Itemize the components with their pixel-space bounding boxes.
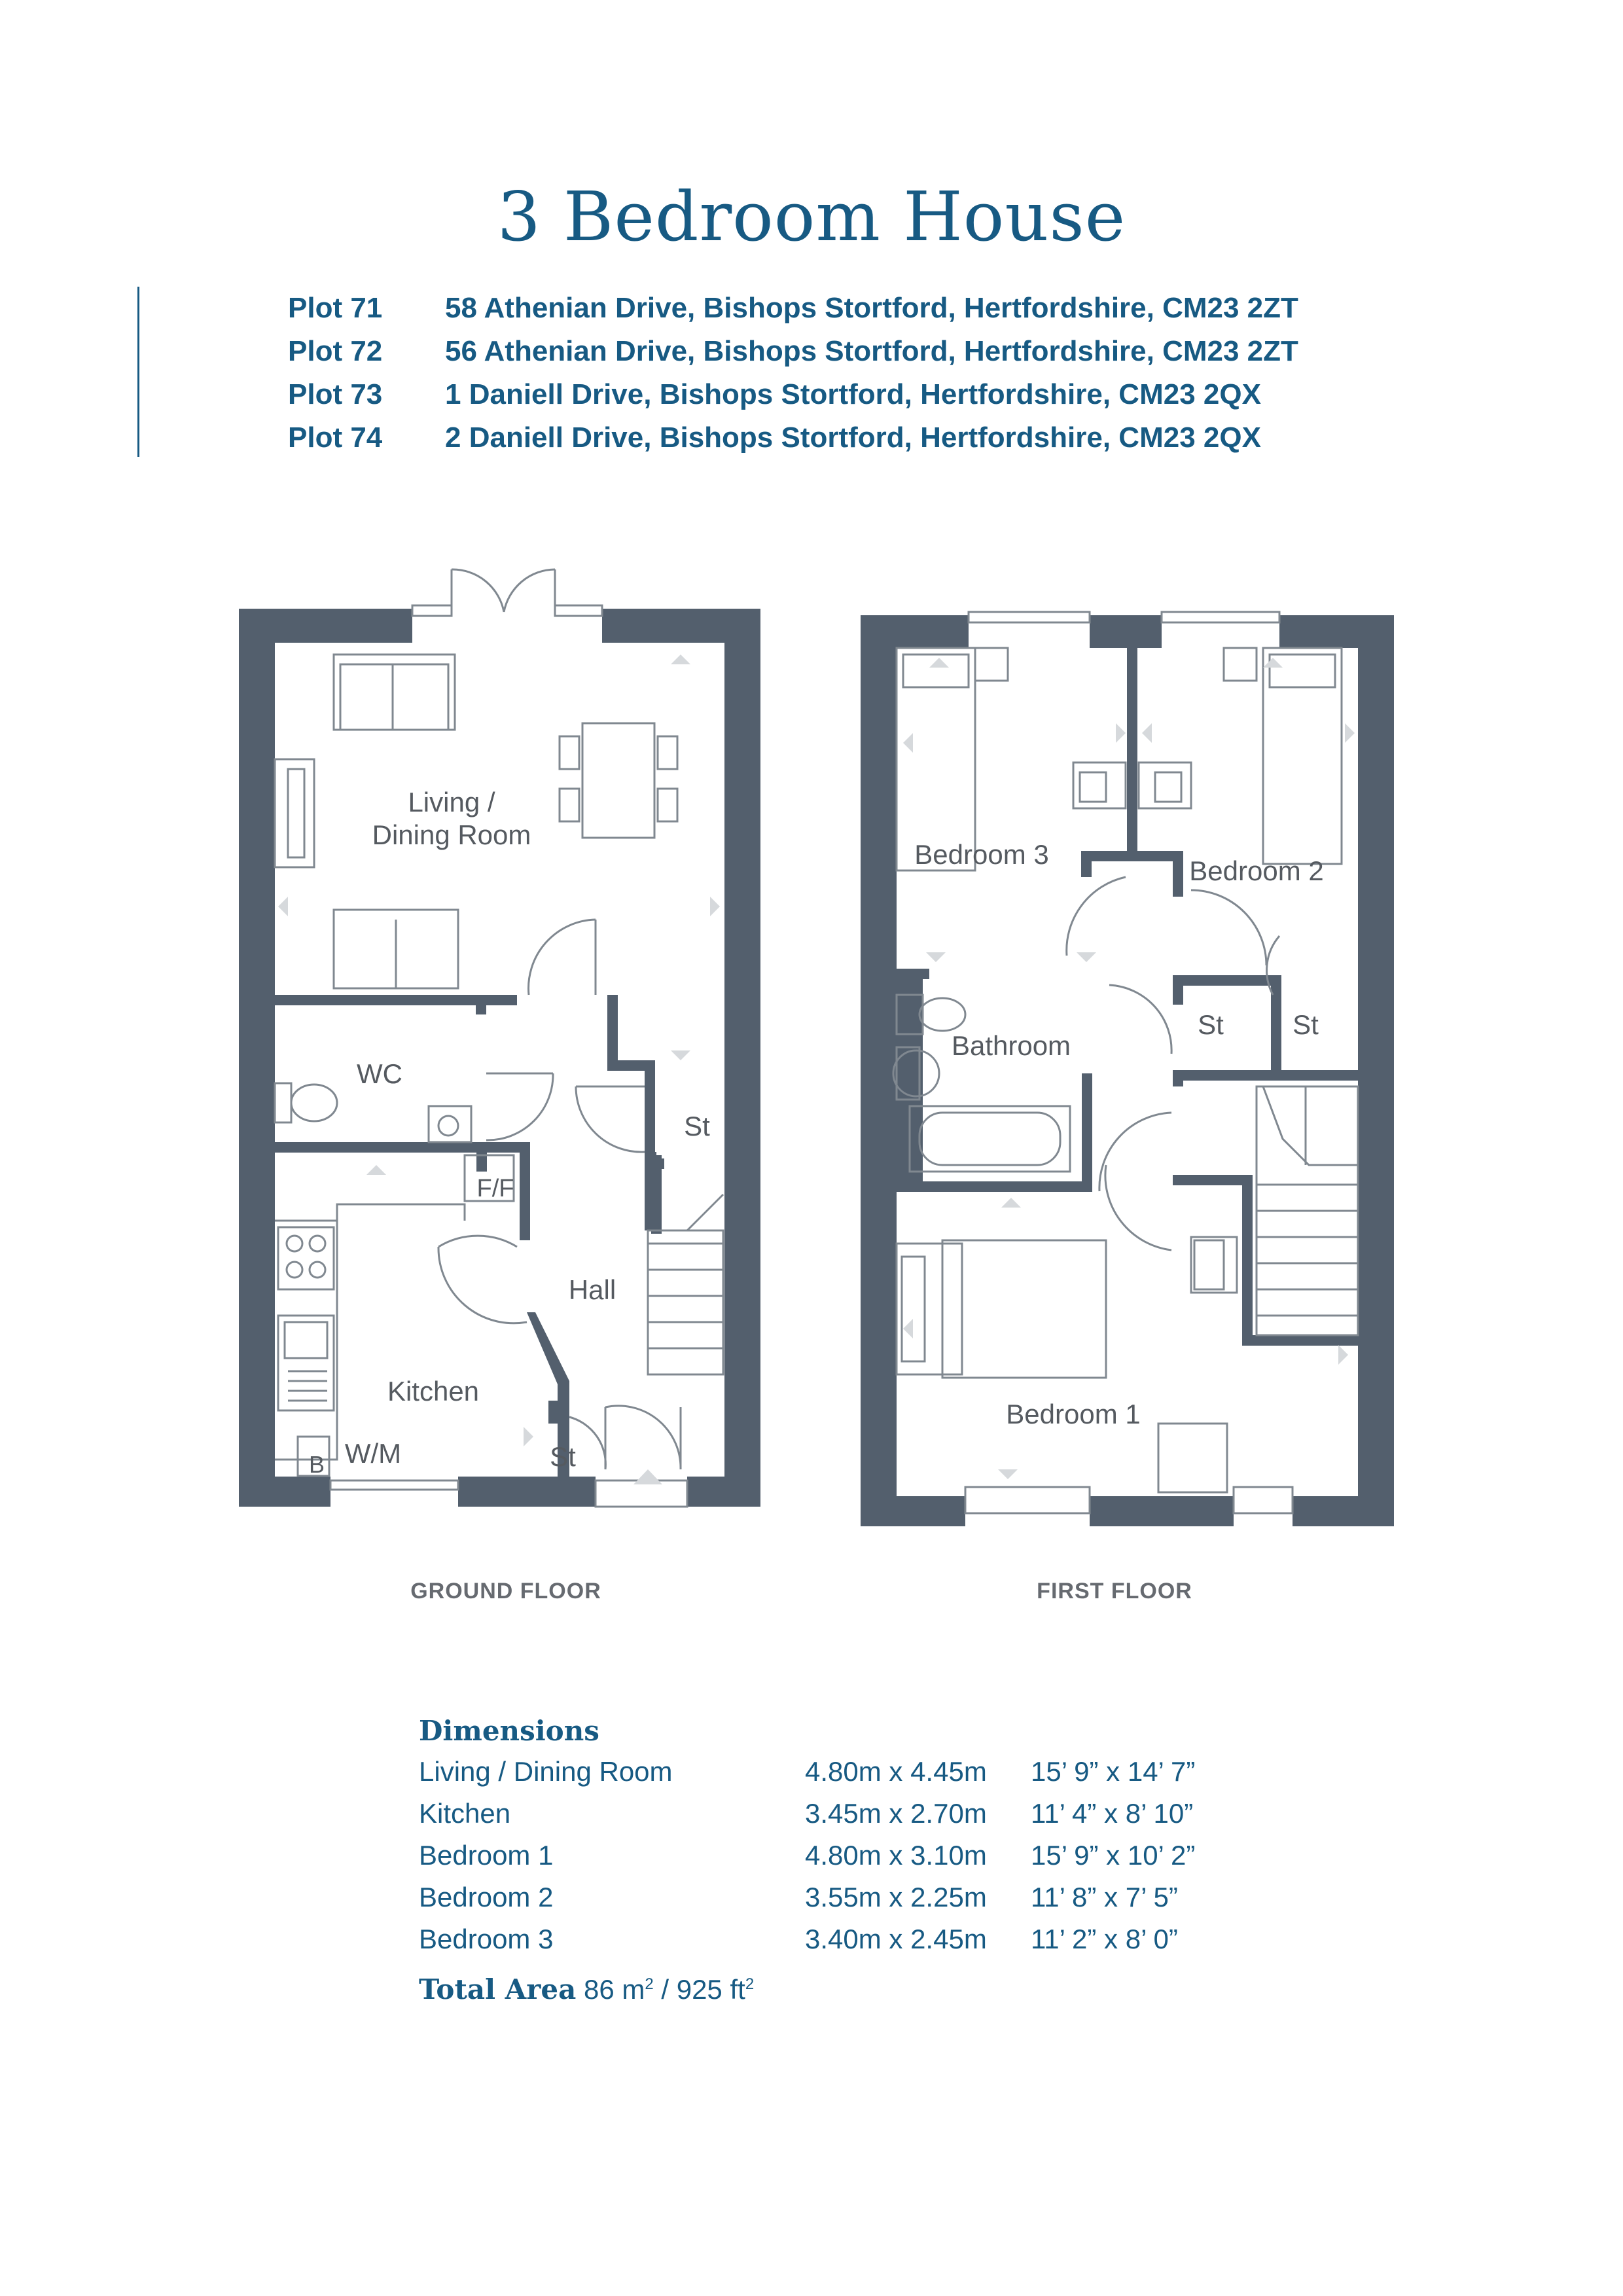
dimension-metric: 3.40m x 2.45m — [805, 1924, 987, 1954]
plot-address: 56 Athenian Drive, Bishops Stortford, Hertfordshire, CM23 2ZT — [445, 335, 1298, 367]
room-label-bedroom-2: Bedroom 2 — [1189, 855, 1324, 886]
room-label-store: St — [1198, 1009, 1224, 1040]
dimension-row — [419, 1882, 1270, 1924]
room-label-bedroom-3: Bedroom 3 — [914, 839, 1049, 870]
room-label-living: Living / — [408, 787, 495, 817]
room-label-washing-machine: W/M — [344, 1438, 402, 1469]
total-area — [419, 1973, 1270, 2005]
dimension-imperial: 11’ 8” x 7’ 5” — [1031, 1882, 1178, 1912]
dimension-room: Bedroom 3 — [419, 1924, 554, 1954]
dimension-imperial: 11’ 4” x 8’ 10” — [1031, 1798, 1194, 1829]
plot-address: 2 Daniell Drive, Bishops Stortford, Hertfordshire, CM23 2QX — [445, 422, 1261, 454]
floor-label-ground: GROUND FLOOR — [410, 1579, 601, 1604]
dimension-metric: 4.80m x 3.10m — [805, 1840, 987, 1871]
dimensions-title: Dimensions — [419, 1715, 599, 1747]
total-area-label: Total Area — [419, 1973, 577, 2005]
plot-address: 1 Daniell Drive, Bishops Stortford, Hertfordshire, CM23 2QX — [445, 378, 1261, 410]
plot-name: Plot 74 — [288, 422, 383, 454]
ground-floor-plan — [239, 569, 760, 1604]
dimension-room: Living / Dining Room — [419, 1756, 673, 1787]
dimension-room: Bedroom 1 — [419, 1840, 554, 1871]
first-floor-walls — [861, 615, 1394, 1526]
floor-label-first: FIRST FLOOR — [1037, 1579, 1192, 1604]
first-floor-fixtures — [893, 612, 1358, 1513]
dimension-room: Bedroom 2 — [419, 1882, 554, 1912]
plot-name: Plot 72 — [288, 335, 383, 367]
dimension-imperial: 15’ 9” x 14’ 7” — [1031, 1756, 1196, 1787]
room-label-wc: WC — [357, 1058, 402, 1089]
room-label-bathroom: Bathroom — [951, 1030, 1071, 1061]
room-label-hall: Hall — [568, 1274, 616, 1305]
dimension-imperial: 11’ 2” x 8’ 0” — [1031, 1924, 1178, 1954]
dimension-metric: 3.55m x 2.25m — [805, 1882, 987, 1912]
dimension-room: Kitchen — [419, 1798, 511, 1829]
dimension-imperial: 15’ 9” x 10’ 2” — [1031, 1840, 1196, 1871]
total-area-metric-unit: 2 — [645, 1975, 654, 1993]
dimension-row — [419, 1840, 1270, 1882]
room-label-boiler: B — [308, 1451, 325, 1478]
total-area-metric: 86 m — [583, 1974, 645, 2005]
total-area-imperial-unit: 2 — [745, 1975, 755, 1993]
total-area-imperial: 925 ft — [676, 1974, 745, 2005]
room-label-store: St — [550, 1441, 576, 1472]
room-label-bedroom-1: Bedroom 1 — [1006, 1399, 1141, 1429]
room-label-kitchen: Kitchen — [387, 1376, 480, 1407]
plot-address: 58 Athenian Drive, Bishops Stortford, Hertfordshire, CM23 2ZT — [445, 292, 1298, 324]
page-title: 3 Bedroom House — [497, 177, 1126, 257]
room-label-dining: Dining Room — [372, 819, 531, 850]
ground-windows — [330, 569, 687, 1507]
dimension-row — [419, 1756, 1270, 1798]
total-area-separator: / — [653, 1974, 677, 2005]
room-label-fridge-freezer: F/F — [476, 1175, 514, 1202]
first-floor-plan — [861, 612, 1394, 1604]
room-label-store: St — [1293, 1009, 1319, 1040]
dimension-row — [419, 1798, 1270, 1840]
dimension-metric: 4.80m x 4.45m — [805, 1756, 987, 1787]
room-label-store: St — [684, 1111, 710, 1141]
dimension-metric: 3.45m x 2.70m — [805, 1798, 987, 1829]
ground-furniture — [275, 655, 723, 1476]
plot-name: Plot 71 — [288, 292, 383, 324]
plot-name: Plot 73 — [288, 378, 383, 410]
dimensions-table — [419, 1715, 1270, 2005]
dimension-row — [419, 1924, 1270, 1965]
